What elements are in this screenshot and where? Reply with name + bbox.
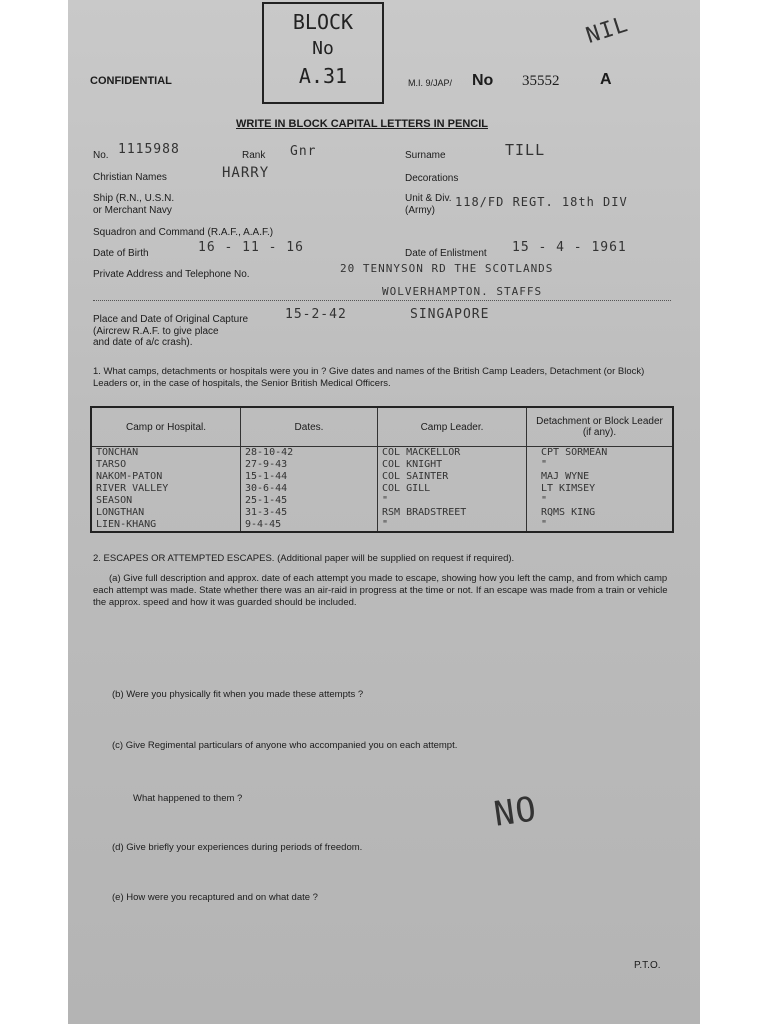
table-cell: 15-1-44 (241, 471, 378, 483)
col-detachment-leader: Detachment or Block Leader (if any). (527, 407, 674, 447)
pto-label: P.T.O. (634, 960, 661, 971)
table-cell: LIEN-KHANG (91, 519, 241, 532)
unit-label-2: (Army) (405, 205, 435, 216)
stamp-no: No (312, 38, 334, 59)
table-cell: 28-10-42 (241, 447, 378, 460)
table-row (91, 483, 673, 495)
question-2c: (c) Give Regimental particulars of anyone who accompanied you on each attempt. (112, 740, 458, 751)
question-2d: (d) Give briefly your experiences during periods of freedom. (112, 842, 363, 853)
col-camp: Camp or Hospital. (91, 407, 241, 447)
serial-number: 35552 (522, 73, 560, 89)
stamp-block: BLOCK (292, 10, 354, 34)
handwritten-answer: NO (491, 789, 540, 835)
table-cell: TONCHAN (91, 447, 241, 460)
section-2-heading: 2. ESCAPES OR ATTEMPTED ESCAPES. (Additional paper will be supplied on request if required). (93, 553, 515, 564)
address-line-2: WOLVERHAMPTON. STAFFS (382, 285, 543, 298)
table-cell: LT KIMSEY (527, 483, 674, 495)
question-2a: (a) Give full description and approx. date of each attempt you made to escape, showing how you left the camp, and from which camp each attempt was made. State whether there was an air-raid in progress at the time or not. If an escape was made from a train or vehicle the approx. speed and how it was guarded should be included. (93, 573, 668, 608)
table-cell: CPT SORMEAN (527, 447, 674, 460)
unit-label-1: Unit & Div. (405, 193, 452, 204)
surname-value: TILL (505, 141, 546, 159)
table-cell: 27-9-43 (241, 459, 378, 471)
table-cell: TARSO (91, 459, 241, 471)
rank-label: Rank (242, 150, 266, 161)
address-dotted-line (93, 300, 671, 301)
table-cell: " (378, 495, 527, 507)
col-dates: Dates. (241, 407, 378, 447)
table-row (91, 519, 673, 532)
table-cell: LONGTHAN (91, 507, 241, 519)
table-cell: 30-6-44 (241, 483, 378, 495)
capture-date: 15-2-42 (285, 307, 347, 322)
no-field-label: No. (93, 150, 109, 161)
question-2c-followup: What happened to them ? (133, 793, 243, 804)
table-cell: SEASON (91, 495, 241, 507)
question-1: 1. What camps, detachments or hospitals were you in ? Give dates and names of the British Camp Leaders, Detachment (or Block) Leaders or, in the case of hospitals, the Senior British Medical Officers. (93, 366, 645, 389)
table-cell: 9-4-45 (241, 519, 378, 532)
capture-label-3: and date of a/c crash). (93, 337, 193, 348)
rank-value: Gnr (290, 144, 317, 159)
capture-label-2: (Aircrew R.A.F. to give place (93, 326, 219, 337)
table-cell: 31-3-45 (241, 507, 378, 519)
question-2e: (e) How were you recaptured and on what date ? (112, 892, 318, 903)
ref-label: M.I. 9/JAP/ (408, 78, 453, 88)
table-row (91, 459, 673, 471)
nil-mark: NIL (583, 12, 632, 49)
camps-table-body (91, 447, 673, 533)
table-cell: RQMS KING (527, 507, 674, 519)
dob-label: Date of Birth (93, 248, 149, 259)
no-label: No (472, 72, 494, 89)
address-label: Private Address and Telephone No. (93, 269, 250, 280)
enlistment-value: 15 - 4 - 1961 (512, 240, 627, 255)
capture-label-1: Place and Date of Original Capture (93, 314, 249, 325)
table-cell: " (527, 519, 674, 532)
table-cell: RSM BRADSTREET (378, 507, 527, 519)
table-cell: COL MACKELLOR (378, 447, 527, 460)
table-cell: MAJ WYNE (527, 471, 674, 483)
christian-names-value: HARRY (222, 165, 270, 181)
table-row (91, 507, 673, 519)
christian-names-label: Christian Names (93, 172, 167, 183)
table-row (91, 495, 673, 507)
stamp-value: A.31 (298, 64, 348, 88)
table-cell: " (378, 519, 527, 532)
table-cell: COL GILL (378, 483, 527, 495)
surname-label: Surname (405, 150, 446, 161)
camps-table (90, 406, 674, 533)
table-cell: COL SAINTER (378, 471, 527, 483)
ship-label-2: or Merchant Navy (93, 205, 172, 216)
table-row (91, 447, 673, 460)
table-cell: 25-1-45 (241, 495, 378, 507)
form-title: WRITE IN BLOCK CAPITAL LETTERS IN PENCIL (236, 118, 488, 130)
squadron-label: Squadron and Command (R.A.F., A.A.F.) (93, 227, 274, 238)
ship-label-1: Ship (R.N., U.S.N. (93, 193, 175, 204)
confidential-label: CONFIDENTIAL (90, 75, 172, 87)
table-cell: " (527, 495, 674, 507)
table-row (91, 471, 673, 483)
dob-value: 16 - 11 - 16 (198, 240, 304, 255)
capture-place: SINGAPORE (410, 307, 490, 322)
col-camp-leader: Camp Leader. (378, 407, 527, 447)
question-2b: (b) Were you physically fit when you made these attempts ? (112, 689, 364, 700)
table-cell: COL KNIGHT (378, 459, 527, 471)
block-stamp (262, 2, 384, 104)
table-cell: NAKOM-PATON (91, 471, 241, 483)
address-line-1: 20 TENNYSON RD THE SCOTLANDS (340, 262, 554, 275)
unit-value: 118/FD REGT. 18th DIV (455, 195, 628, 209)
no-field-value: 1115988 (118, 142, 180, 157)
table-cell: " (527, 459, 674, 471)
serial-suffix: A (600, 71, 612, 88)
table-cell: RIVER VALLEY (91, 483, 241, 495)
decorations-label: Decorations (405, 173, 459, 184)
enlistment-label: Date of Enlistment (405, 248, 487, 259)
